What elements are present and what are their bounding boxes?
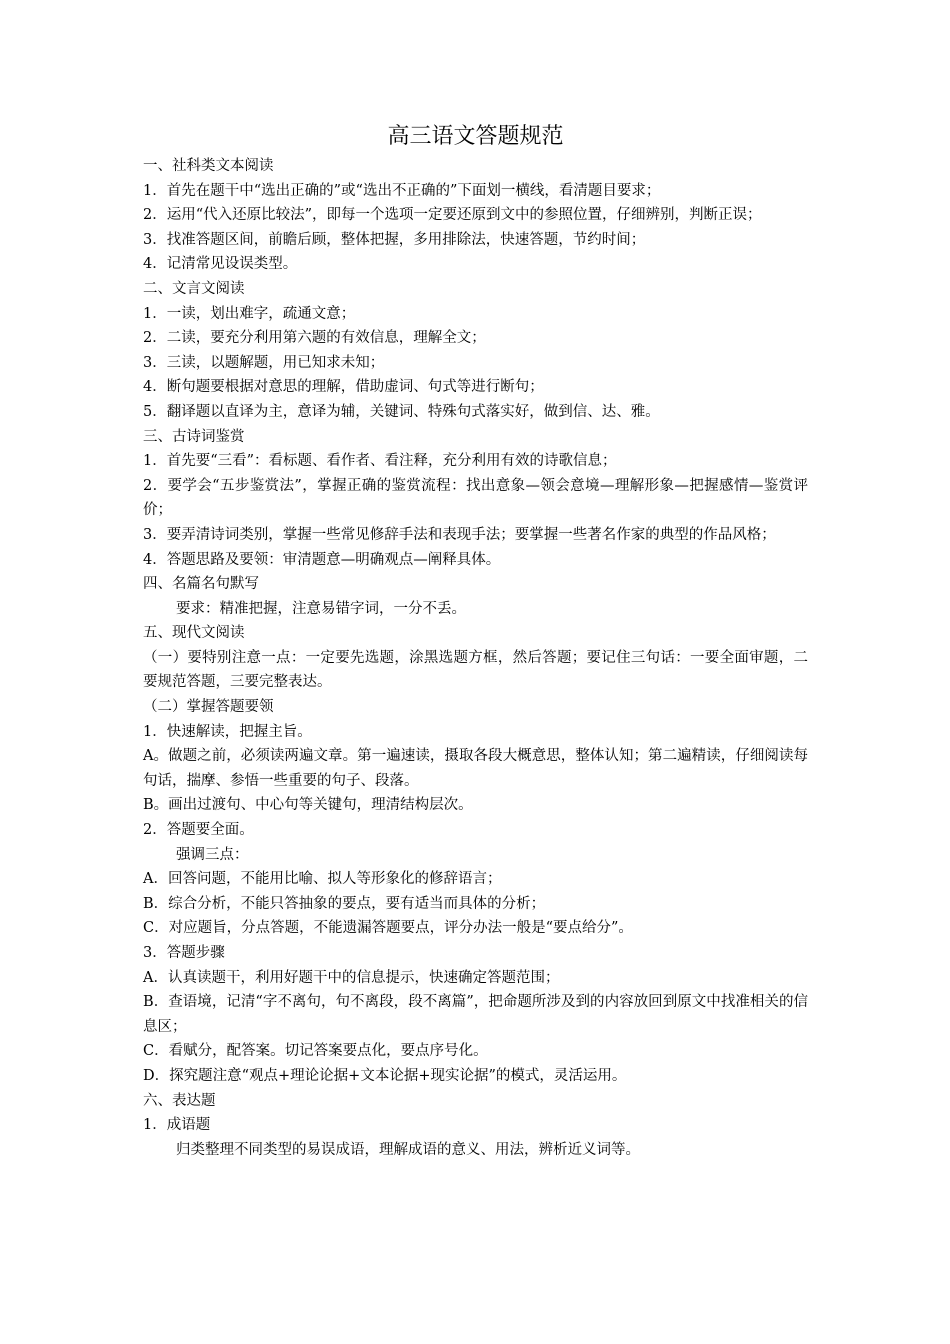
paragraph-line: C．看赋分，配答案。切记答案要点化，要点序号化。 bbox=[143, 1043, 488, 1060]
paragraph-line: 四、名篇名句默写 bbox=[143, 576, 259, 593]
paragraph-line: A．认真读题干，利用好题干中的信息提示，快速确定答题范围； bbox=[143, 969, 560, 986]
paragraph-line: A。做题之前，必须读两遍文章。第一遍速读，摄取各段大概意思，整体认知；第二遍精读，仔细阅读每句话，揣摩、参悟一些重要的句子、段落。 bbox=[143, 748, 808, 789]
paragraph-line: B．查语境，记清“字不离句，句不离段，段不离篇”，把命题所涉及到的内容放回到原文中找准相关的信息区； bbox=[143, 994, 808, 1035]
paragraph-line: 2．要学会“五步鉴赏法”，掌握正确的鉴赏流程：找出意象—领会意境—理解形象—把握感情—鉴赏评价； bbox=[143, 477, 808, 519]
paragraph-line: （二）掌握答题要领 bbox=[143, 699, 274, 716]
paragraph-line: A．回答问题，不能用比喻、拟人等形象化的修辞语言； bbox=[143, 871, 502, 888]
paragraph-line: 一、社科类文本阅读 bbox=[143, 158, 274, 174]
paragraph-line: 3．三读，以题解题，用已知求未知； bbox=[143, 354, 385, 371]
paragraph-line: C．对应题旨，分点答题，不能遗漏答题要点，评分办法一般是“要点给分”。 bbox=[143, 920, 633, 937]
paragraph-line: 3．找准答题区间，前瞻后顾，整体把握，多用排除法，快速答题，节约时间； bbox=[143, 231, 646, 248]
paragraph-line: D．探究题注意“观点+理论论据+文本论据+现实论据”的模式，灵活运用。 bbox=[143, 1067, 627, 1084]
paragraph-line: 1．首先要“三看”：看标题、看作者、看注释，充分利用有效的诗歌信息； bbox=[143, 453, 617, 470]
paragraph-line: 1．首先在题干中“选出正确的”或“选出不正确的”下面划一横线，看清题目要求； bbox=[143, 182, 661, 199]
paragraph-line: 4．记清常见设误类型。 bbox=[143, 256, 298, 273]
paragraph-line: 5．翻译题以直译为主，意译为辅，关键词、特殊句式落实好，做到信、达、雅。 bbox=[143, 403, 660, 420]
paragraph-line: 2．运用“代入还原比较法”，即每一个选项一定要还原到文中的参照位置，仔细辨别，判断正误； bbox=[143, 207, 762, 224]
document-body bbox=[143, 154, 808, 1162]
paragraph-line: B。画出过渡句、中心句等关键句，理清结构层次。 bbox=[143, 797, 473, 814]
paragraph-line: 三、古诗词鉴赏 bbox=[143, 428, 245, 445]
paragraph-line: B．综合分析，不能只答抽象的要点，要有适当而具体的分析； bbox=[143, 895, 546, 912]
paragraph-line: 1．一读，划出难字，疏通文意； bbox=[143, 305, 356, 322]
paragraph-line: 强调三点： bbox=[176, 846, 249, 863]
paragraph-line: 2．二读，要充分利用第六题的有效信息，理解全文； bbox=[143, 330, 486, 347]
paragraph-line: 1．成语题 bbox=[143, 1117, 211, 1134]
paragraph-line: 3．答题步骤 bbox=[143, 945, 225, 961]
paragraph-line: 二、文言文阅读 bbox=[143, 280, 245, 297]
paragraph-line: 归类整理不同类型的易误成语，理解成语的意义、用法，辨析近义词等。 bbox=[176, 1141, 640, 1158]
paragraph-line: 1．快速解读，把握主旨。 bbox=[143, 723, 312, 740]
document-page bbox=[143, 120, 808, 1162]
paragraph-line: 4．断句题要根据对意思的理解，借助虚词、句式等进行断句； bbox=[143, 379, 544, 396]
paragraph-line: 3．要弄清诗词类别，掌握一些常见修辞手法和表现手法；要掌握一些著名作家的典型的作品风格； bbox=[143, 526, 776, 543]
paragraph-line: 五、现代文阅读 bbox=[143, 625, 245, 642]
paragraph-line: 4．答题思路及要领：审清题意—明确观点—阐释具体。 bbox=[143, 551, 501, 568]
document-title: 高三语文答题规范 bbox=[387, 124, 564, 149]
paragraph-line: （一）要特别注意一点：一定要先选题，涂黑选题方框，然后答题；要记住三句话：一要全面审题，二要规范答题，三要完整表达。 bbox=[143, 649, 808, 691]
paragraph-line: 2．答题要全面。 bbox=[143, 822, 254, 839]
paragraph-line: 六、表达题 bbox=[143, 1092, 216, 1109]
paragraph-line: 要求：精准把握，注意易错字词，一分不丢。 bbox=[176, 600, 466, 617]
